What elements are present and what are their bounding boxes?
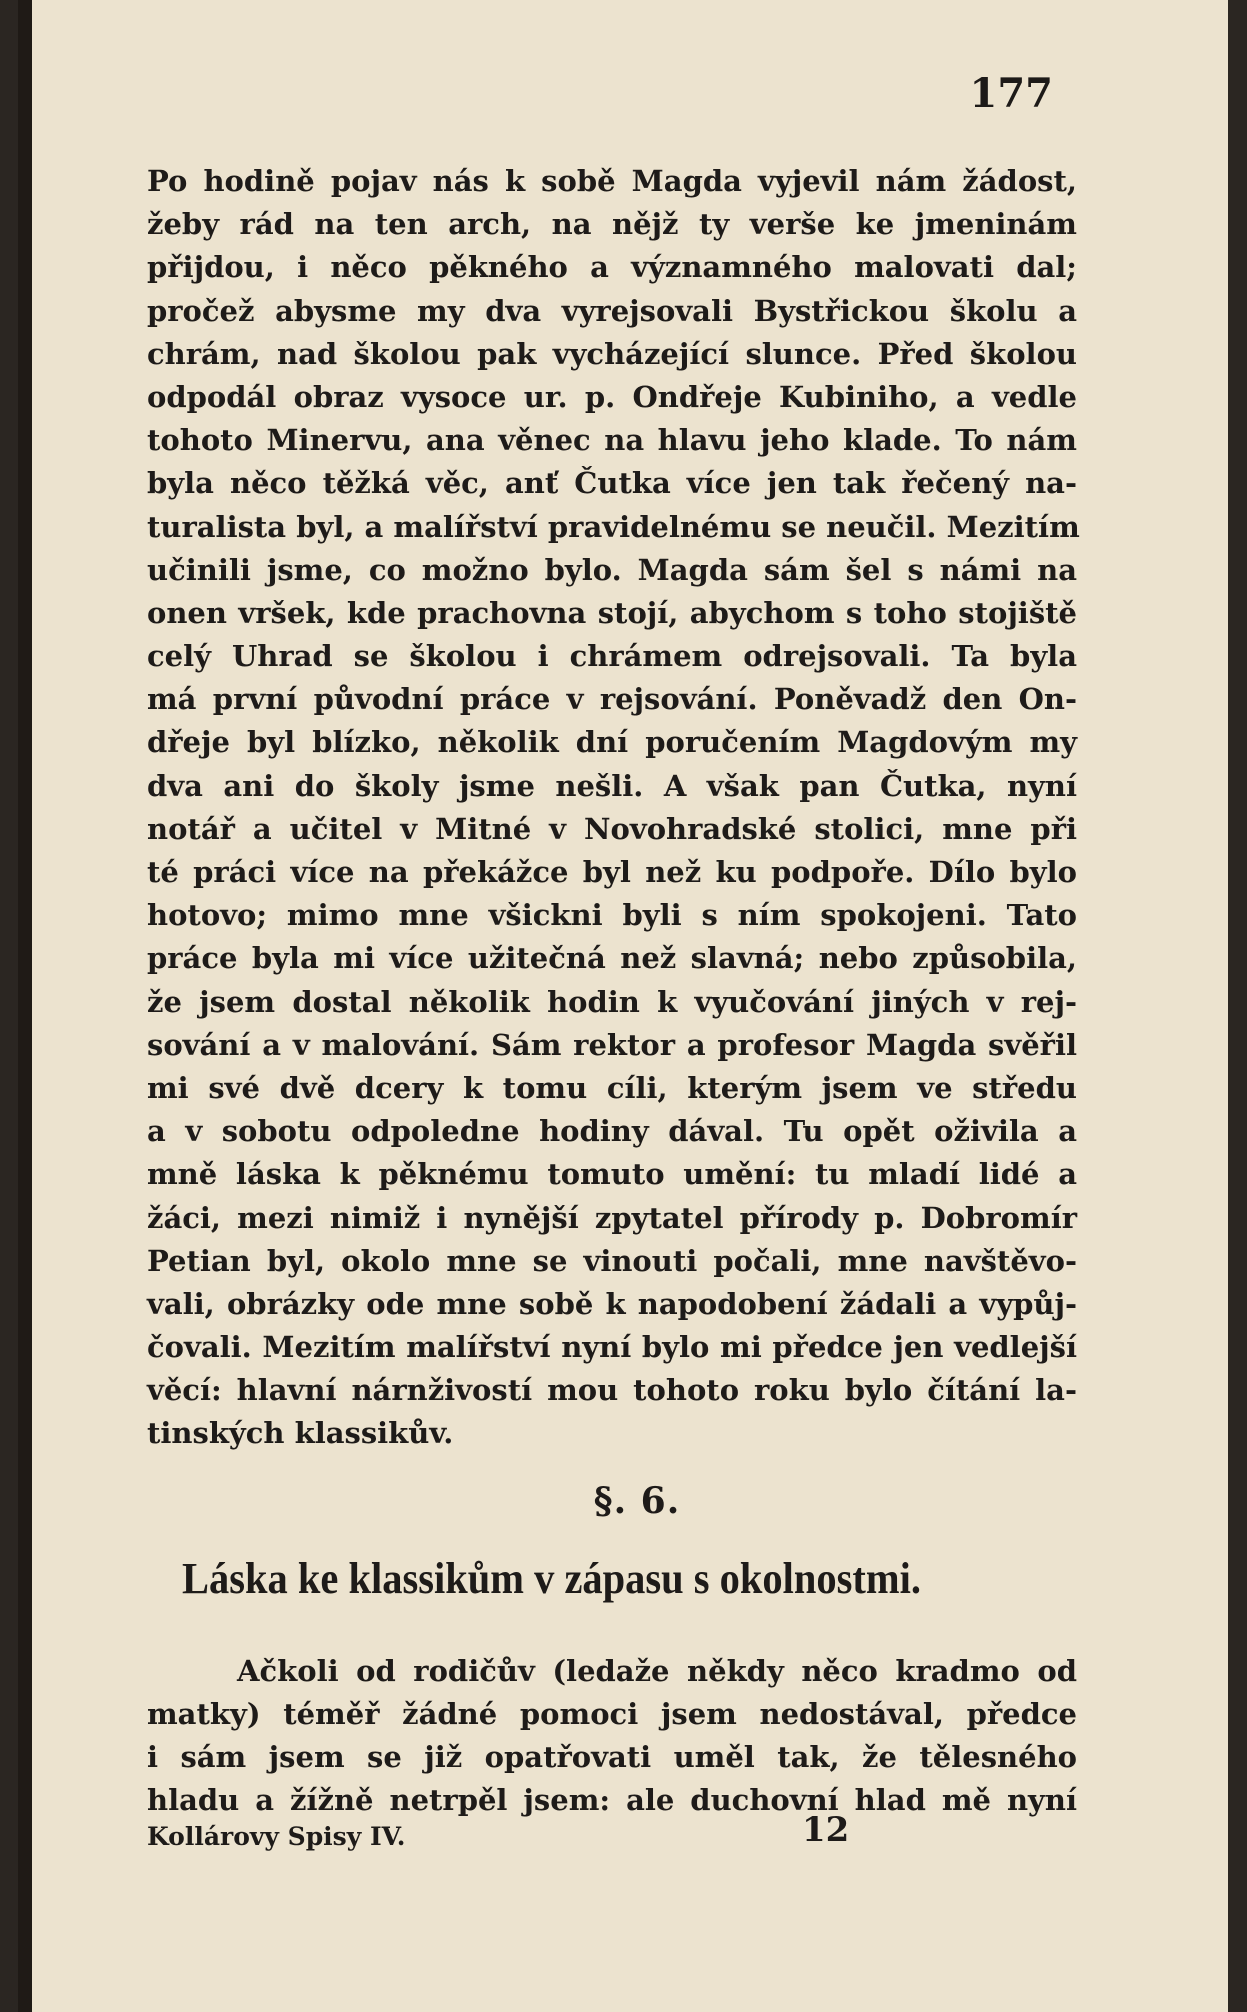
- text-line: vali, obrázky ode mne sobě k napodobení žádali a vypůj-: [147, 1286, 1077, 1321]
- text-line: notář a učitel v Mitné v Novohradské stolici, mne při: [147, 811, 1077, 846]
- text-line: Petian byl, okolo mne se vinouti počali, mne navštěvo-: [147, 1243, 1077, 1278]
- signature-mark: 12: [802, 1810, 850, 1850]
- text-line: má první původní práce v rejsování. Poněvadž den On-: [147, 682, 1077, 717]
- text-line: žeby rád na ten arch, na nějž ty verše ke jmeninám: [147, 207, 1077, 242]
- text-line: i sám jsem se již opatřovati uměl tak, že tělesného: [147, 1740, 1077, 1774]
- text-line: dva ani do školy jsme nešli. A však pan Čutka, nyní: [147, 768, 1077, 803]
- body-paragraph: [147, 160, 1080, 1456]
- text-line: hladu a žížně netrpěl jsem: ale duchovní hlad mě nyní: [147, 1783, 1077, 1817]
- text-line: celý Uhrad se školou i chrámem odrejsovali. Ta byla: [147, 639, 1077, 674]
- page-number: 177: [969, 70, 1053, 117]
- text-line: Po hodině pojav nás k sobě Magda vyjevil nám žádost,: [147, 164, 1077, 198]
- text-line: věcí: hlavní nárnživostí mou tohoto roku bylo čítání la-: [147, 1373, 1077, 1408]
- text-line: tinských klassikův.: [147, 1416, 454, 1451]
- text-line: pročež abysme my dva vyrejsovali Bystřickou školu a: [147, 293, 1077, 328]
- text-line: práce byla mi více užitečná než slavná; nebo způsobila,: [147, 941, 1077, 976]
- text-line: byla něco těžká věc, anť Čutka více jen tak řečený na-: [147, 466, 1077, 501]
- text-line: tohoto Minervu, ana věnec na hlavu jeho klade. To nám: [147, 423, 1077, 458]
- section-paragraph: [147, 1650, 1077, 1822]
- text-line: učinili jsme, co možno bylo. Magda sám šel s námi na: [147, 552, 1077, 587]
- section-number: §. 6.: [593, 1480, 681, 1522]
- text-line: onen vršek, kde prachovna stojí, abychom s toho stojiště: [147, 595, 1077, 630]
- text-line: přijdou, i něco pěkného a významného malovati dal;: [147, 250, 1077, 285]
- text-line: Ačkoli od rodičův (ledaže někdy něco kradmo od: [237, 1654, 1077, 1688]
- text-line: matky) téměř žádné pomoci jsem nedostával, předce: [147, 1697, 1077, 1731]
- book-page: [18, 0, 1228, 2012]
- text-line: žáci, mezi nimiž i nynější zpytatel přírody p. Dobromír: [147, 1200, 1077, 1235]
- text-line: mi své dvě dcery k tomu cíli, kterým jsem ve středu: [147, 1070, 1077, 1105]
- section-title: Láska ke klassikům v zápasu s okolnostmi.: [182, 1554, 921, 1603]
- text-line: turalista byl, a malířství pravidelnému se neučil. Mezitím: [147, 509, 1080, 544]
- text-line: hotovo; mimo mne všickni byli s ním spokojeni. Tato: [147, 898, 1077, 933]
- text-line: a v sobotu odpoledne hodiny dával. Tu opět oživila a: [147, 1114, 1077, 1149]
- text-line: dřeje byl blízko, několik dní poručením Magdovým my: [147, 725, 1077, 760]
- text-line: odpodál obraz vysoce ur. p. Ondřeje Kubiniho, a vedle: [147, 379, 1077, 414]
- text-line: té práci více na překážce byl než ku podpoře. Dílo bylo: [147, 855, 1077, 889]
- text-line: čovali. Mezitím malířství nyní bylo mi předce jen vedlejší: [147, 1330, 1077, 1365]
- text-line: chrám, nad školou pak vycházející slunce. Před školou: [147, 336, 1077, 371]
- text-line: že jsem dostal několik hodin k vyučování jiných v rej-: [147, 984, 1077, 1019]
- text-line: mně láska k pěknému tomuto umění: tu mladí lidé a: [147, 1157, 1077, 1192]
- text-line: sování a v malování. Sám rektor a profesor Magda svěřil: [147, 1027, 1077, 1062]
- footer-author: Kollárovy Spisy IV.: [147, 1822, 406, 1851]
